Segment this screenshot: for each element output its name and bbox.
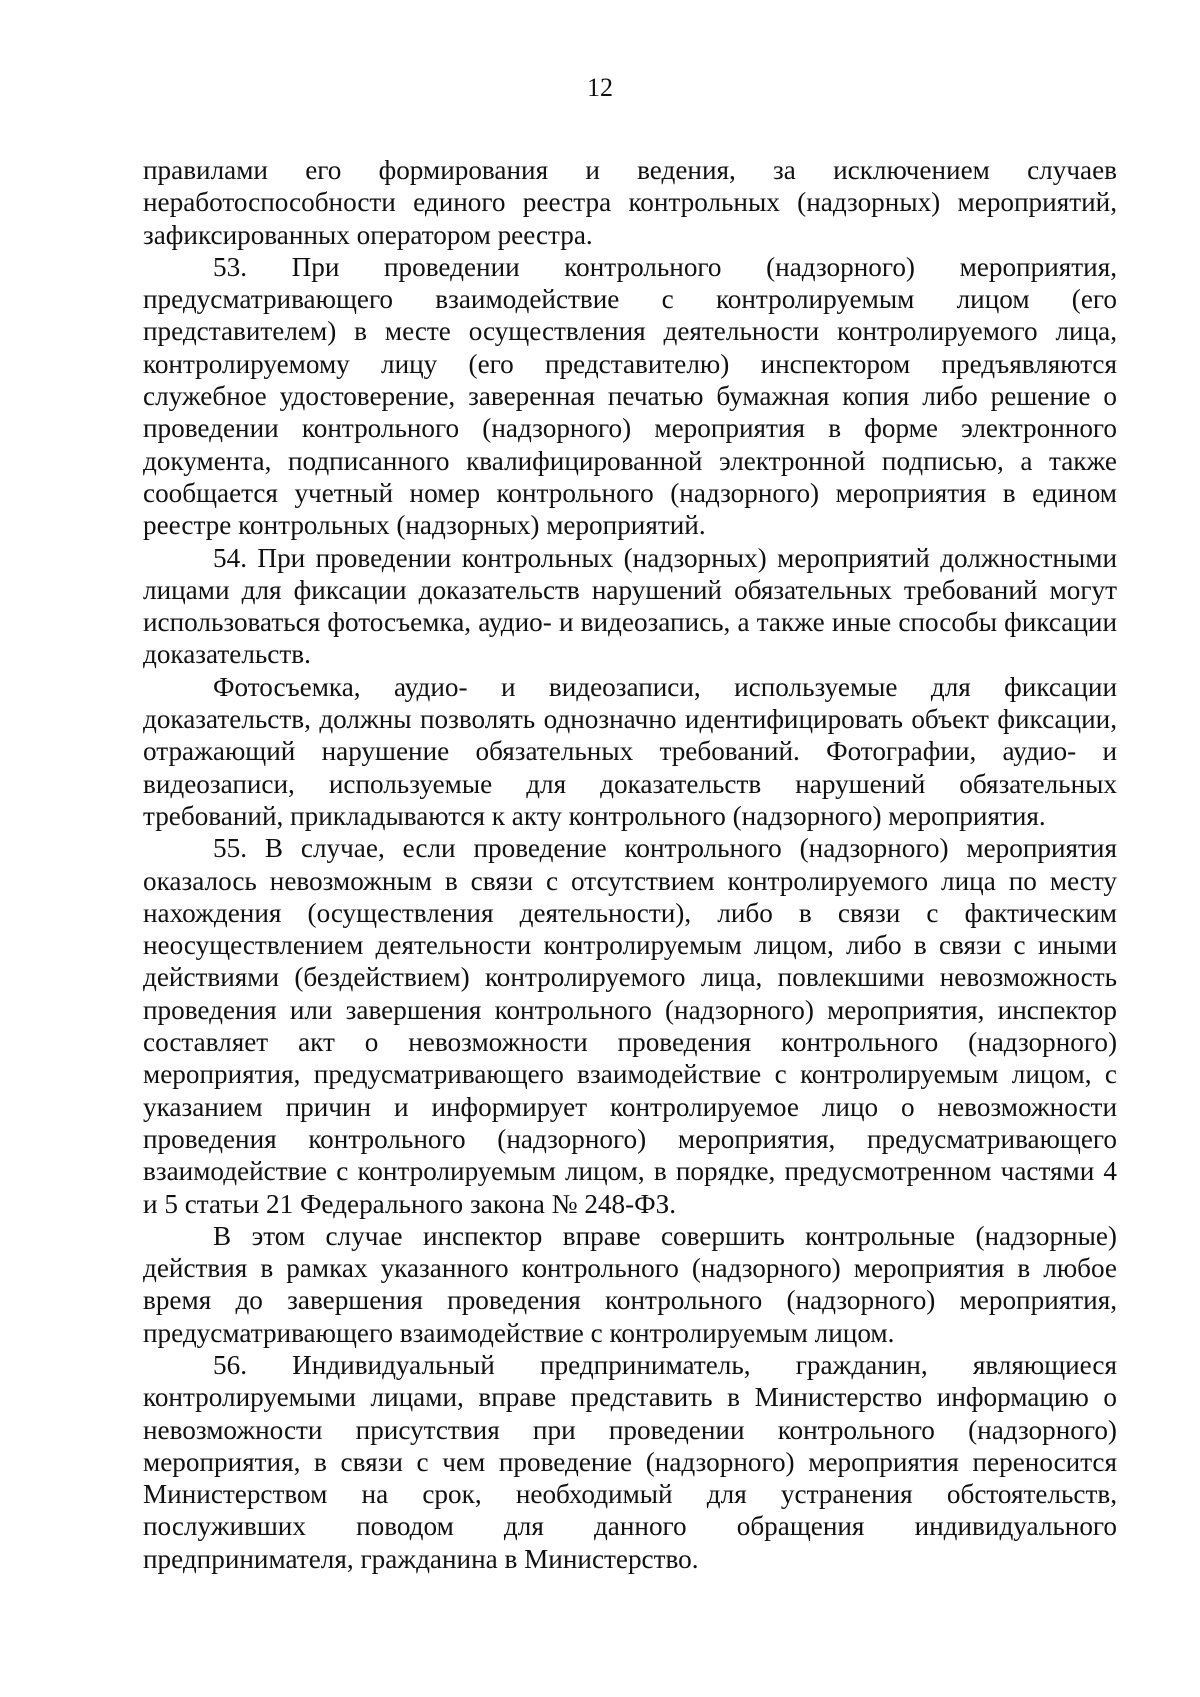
document-body [143, 154, 1117, 1575]
paragraph-54-photo-video: Фотосъемка, аудио- и видеозаписи, используемые для фиксации доказательств, должны позволять однозначно идентифицировать объект фиксации, отражающий нарушение обязательных требований. Фотографии, аудио- и видеозаписи, используемые для доказательств нарушений обязательных требований, прикладываются к акту контрольного (надзорного) мероприятия. [143, 671, 1117, 831]
paragraph-continuation: правилами его формирования и ведения, за исключением случаев неработоспособности единого реестра контрольных (надзорных) мероприятий, зафиксированных оператором реестра. [143, 155, 1117, 250]
paragraph-54: 54. При проведении контрольных (надзорных) мероприятий должностными лицами для фиксации доказательств нарушений обязательных требований могут использоваться фотосъемка, аудио- и видеозапись, а также иные способы фиксации доказательств. [143, 542, 1117, 670]
page-number: 12 [587, 73, 613, 102]
paragraph-55: 55. В случае, если проведение контрольного (надзорного) мероприятия оказалось невозможным в связи с отсутствием контролируемого лица по месту нахождения (осуществления деятельности), либо в связи с фактическим неосуществлением деятельности контролируемым лицом, либо в связи с иными действиями (бездействием) контролируемого лица, повлекшими невозможность проведения или завершения контрольного (надзорного) мероприятия, инспектор составляет акт о невозможности проведения контрольного (надзорного) мероприятия, предусматривающего взаимодействие с контролируемым лицом, с указанием причин и информирует контролируемое лицо о невозможности проведения контрольного (надзорного) мероприятия, предусматривающего взаимодействие с контролируемым лицом, в порядке, предусмотренном частями 4 и 5 статьи 21 Федерального закона № 248-ФЗ. [143, 833, 1117, 1219]
paragraph-56: 56. Индивидуальный предприниматель, гражданин, являющиеся контролируемыми лицами, вправе представить в Министерство информацию о невозможности присутствия при проведении контрольного (надзорного) мероприятия, в связи с чем проведение (надзорного) мероприятия переносится Министерством на срок, необходимый для устранения обстоятельств, послуживших поводом для данного обращения индивидуального предпринимателя, гражданина в Министерство. [143, 1349, 1117, 1574]
paragraph-55-inspector-actions: В этом случае инспектор вправе совершить контрольные (надзорные) действия в рамках указанного контрольного (надзорного) мероприятия в любое время до завершения проведения контрольного (надзорного) мероприятия, предусматривающего взаимодействие с контролируемым лицом. [143, 1220, 1117, 1348]
paragraph-53: 53. При проведении контрольного (надзорного) мероприятия, предусматривающего взаимодействие с контролируемым лицом (его представителем) в месте осуществления деятельности контролируемого лица, контролируемому лицу (его представителю) инспектором предъявляются служебное удостоверение, заверенная печатью бумажная копия либо решение о проведении контрольного (надзорного) мероприятия в форме электронного документа, подписанного квалифицированной электронной подписью, а также сообщается учетный номер контрольного (надзорного) мероприятия в едином реестре контрольных (надзорных) мероприятий. [143, 251, 1117, 541]
